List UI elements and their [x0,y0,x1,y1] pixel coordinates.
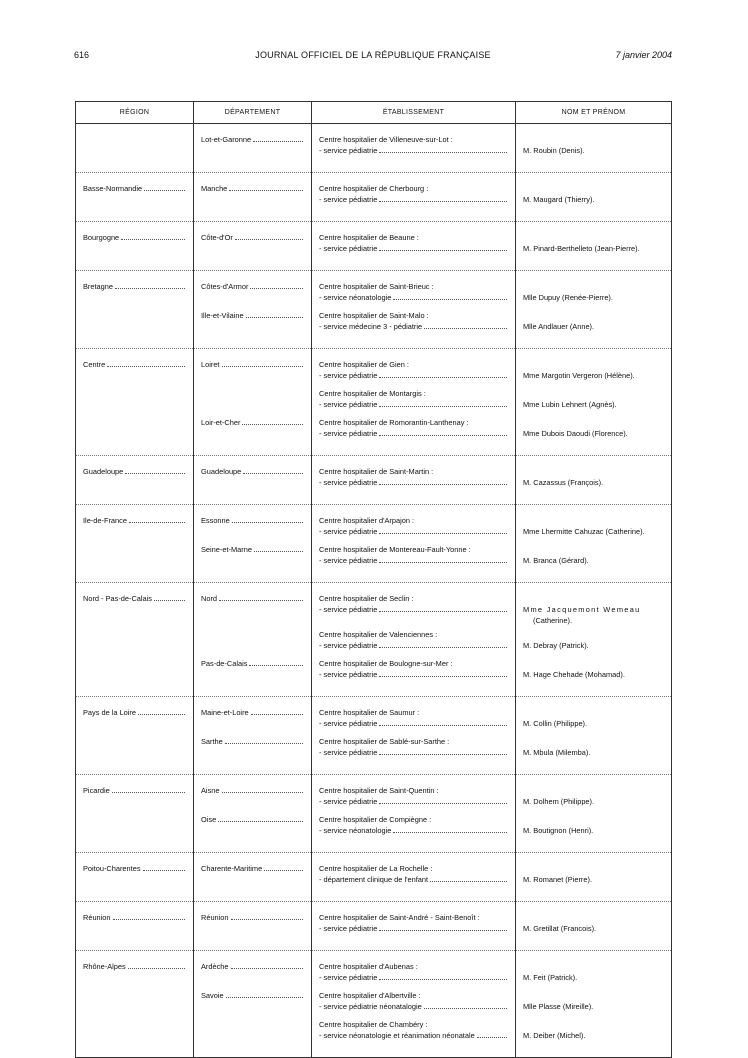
leader-dots [107,359,185,367]
table-row [76,505,672,583]
cell-etab [312,951,516,1058]
column-header-region: RÉGION [76,102,194,124]
page-header [74,50,672,66]
leader-dots [231,912,303,920]
person-name: Mme Dubois Daoudi (Florence). [523,429,628,438]
service-name: - service néonatologie et réanimation néonatale [319,1031,475,1040]
cell-nom [516,124,672,173]
person-name: Mme Margotin Vergeron (Hélène). [523,371,635,380]
service-name: - service pédiatrie [319,478,378,487]
leader-dots [393,292,507,300]
cell-region [76,505,194,583]
region-name: Rhône-Alpes [83,962,126,971]
departement-name: Maine-et-Loire [201,708,249,717]
leader-dots [379,747,507,755]
region-name: Guadeloupe [83,467,124,476]
cell-dep [194,222,312,271]
cell-etab [312,271,516,349]
person-name-continued: (Catherine). [533,616,573,625]
leader-dots [246,310,303,318]
cell-dep [194,124,312,173]
departement-name: Seine-et-Marne [201,545,252,554]
departement-name: Savoie [201,991,224,1000]
leader-dots [225,736,303,744]
cell-nom [516,222,672,271]
departement-name: Charente-Maritime [201,864,263,873]
cell-region [76,271,194,349]
service-name: - service pédiatrie [319,527,378,536]
etablissement-name: Centre hospitalier de Saint-Quentin : [319,786,439,795]
etablissement-name: Centre hospitalier de Saint-Malo : [319,311,429,320]
leader-dots [125,466,185,474]
etablissement-name: Centre hospitalier de Montargis : [319,389,426,398]
departement-name: Côtes-d'Armor [201,282,249,291]
cell-region [76,222,194,271]
etablissement-name: Centre hospitalier d'Albertville : [319,991,421,1000]
table-row [76,124,672,173]
etablissement-name: Centre hospitalier de Saumur : [319,708,420,717]
leader-dots [379,923,507,931]
table-row [76,951,672,1058]
departement-name: Ille-et-Vilaine [201,311,244,320]
region-name: Basse-Normandie [83,184,143,193]
departement-name: Nord [201,594,218,603]
person-name: M. Boutignon (Henri). [523,826,594,835]
person-name: Mme Lhermitte Cahuzac (Catherine). [523,527,645,536]
cell-nom [516,697,672,775]
cell-dep [194,951,312,1058]
table-row [76,583,672,697]
service-name: - service pédiatrie [319,797,378,806]
cell-dep [194,902,312,951]
cell-etab [312,697,516,775]
service-name: - département clinique de l'enfant [319,875,429,884]
leader-dots [113,912,185,920]
cell-etab [312,902,516,951]
table-row [76,775,672,853]
person-name: Mlle Plasse (Mireille). [523,1002,594,1011]
cell-etab [312,583,516,697]
leader-dots [379,555,507,563]
leader-dots [379,399,507,407]
etablissement-name: Centre hospitalier de Saint-Martin : [319,467,434,476]
cell-region [76,697,194,775]
departement-name: Essonne [201,516,230,525]
cell-nom [516,173,672,222]
leader-dots [379,145,507,153]
region-name: Bourgogne [83,233,120,242]
etablissement-name: Centre hospitalier de Romorantin-Lanthenay : [319,418,469,427]
cell-nom [516,853,672,902]
column-header-departement: DÉPARTEMENT [194,102,312,124]
service-name: - service pédiatrie [319,748,378,757]
table-row [76,222,672,271]
leader-dots [243,466,303,474]
leader-dots [379,526,507,534]
service-name: - service pédiatrie [319,973,378,982]
cell-nom [516,583,672,697]
leader-dots [379,370,507,378]
cell-nom [516,456,672,505]
cell-region [76,349,194,456]
leader-dots [144,183,185,191]
region-name: Poitou-Charentes [83,864,141,873]
leader-dots [424,1001,507,1009]
departement-name: Guadeloupe [201,467,242,476]
service-name: - service pédiatrie [319,556,378,565]
cell-region [76,583,194,697]
leader-dots [430,874,507,882]
leader-dots [477,1030,507,1038]
cell-etab [312,349,516,456]
leader-dots [379,428,507,436]
cell-nom [516,271,672,349]
departement-name: Loir-et-Cher [201,418,241,427]
cell-nom [516,951,672,1058]
person-name: M. Roubin (Denis). [523,146,585,155]
leader-dots [138,707,185,715]
person-name: Mlle Andlauer (Anne). [523,322,595,331]
leader-dots [128,961,185,969]
cell-dep [194,697,312,775]
leader-dots [251,707,303,715]
leader-dots [242,417,303,425]
service-name: - service pédiatrie [319,670,378,679]
leader-dots [231,961,303,969]
leader-dots [379,194,507,202]
leader-dots [219,593,303,601]
leader-dots [379,796,507,804]
leader-dots [222,359,304,367]
cell-etab [312,173,516,222]
etablissement-name: Centre hospitalier de Saint-Brieuc : [319,282,434,291]
cell-region [76,951,194,1058]
service-name: - service pédiatrie [319,641,378,650]
leader-dots [143,863,185,871]
cell-region [76,902,194,951]
cell-etab [312,853,516,902]
person-name: M. Deiber (Michel). [523,1031,586,1040]
person-name: M. Collin (Philippe). [523,719,588,728]
etablissement-name: Centre hospitalier de Villeneuve-sur-Lot : [319,135,453,144]
table-row [76,349,672,456]
page-number: 616 [74,50,90,60]
leader-dots [250,281,303,289]
person-name: Mme Jacquemont Wemeau [523,605,641,614]
person-name: Mlle Dupuy (Renée-Pierre). [523,293,613,302]
person-name: M. Pinard-Berthelleto (Jean-Pierre). [523,244,640,253]
etablissement-name: Centre hospitalier de La Rochelle : [319,864,433,873]
leader-dots [253,134,303,142]
table-row [76,456,672,505]
person-name: M. Branca (Gérard). [523,556,589,565]
cell-etab [312,456,516,505]
region-name: Pays de la Loire [83,708,136,717]
column-header-etablissement: ÉTABLISSEMENT [312,102,516,124]
service-name: - service pédiatrie [319,146,378,155]
cell-nom [516,902,672,951]
departement-name: Réunion [201,913,229,922]
cell-dep [194,349,312,456]
etablissement-name: Centre hospitalier de Cherbourg : [319,184,429,193]
cell-region [76,853,194,902]
etablissement-name: Centre hospitalier de Seclin : [319,594,414,603]
leader-dots [393,825,507,833]
departement-name: Oise [201,815,217,824]
person-name: M. Cazassus (François). [523,478,604,487]
cell-dep [194,853,312,902]
etablissement-name: Centre hospitalier de Montereau-Fault-Yonne : [319,545,471,554]
departement-name: Pas-de-Calais [201,659,248,668]
departement-name: Manche [201,184,228,193]
leader-dots [424,321,507,329]
region-name: Picardie [83,786,110,795]
journal-title: JOURNAL OFFICIEL DE LA RÉPUBLIQUE FRANÇAISE [255,50,491,60]
leader-dots [235,232,303,240]
cell-dep [194,173,312,222]
departement-name: Côte-d'Or [201,233,233,242]
service-name: - service pédiatrie [319,719,378,728]
leader-dots [379,669,507,677]
service-name: - service pédiatrie [319,371,378,380]
departement-name: Sarthe [201,737,223,746]
table-header-row [76,102,672,124]
cell-dep [194,271,312,349]
service-name: - service néonatologie [319,826,392,835]
cell-region [76,775,194,853]
cell-nom [516,505,672,583]
leader-dots [379,604,507,612]
departement-name: Ardèche [201,962,229,971]
person-name: M. Feit (Patrick). [523,973,578,982]
cell-etab [312,775,516,853]
leader-dots [112,785,185,793]
cell-nom [516,349,672,456]
etablissement-name: Centre hospitalier de Saint-André - Saint-Benoît : [319,913,480,922]
cell-nom [516,775,672,853]
person-name: M. Hage Chehade (Mohamad). [523,670,625,679]
service-name: - service pédiatrie [319,195,378,204]
leader-dots [232,515,303,523]
etablissement-name: Centre hospitalier d'Aubenas : [319,962,418,971]
region-name: Nord - Pas-de-Calais [83,594,153,603]
etablissement-name: Centre hospitalier de Boulogne-sur-Mer : [319,659,453,668]
publication-date: 7 janvier 2004 [615,50,672,60]
leader-dots [129,515,185,523]
departement-name: Aisne [201,786,220,795]
table-row [76,697,672,775]
leader-dots [222,785,304,793]
leader-dots [379,477,507,485]
cell-dep [194,775,312,853]
service-name: - service pédiatrie [319,605,378,614]
etablissement-name: Centre hospitalier de Compiègne : [319,815,432,824]
leader-dots [249,658,303,666]
person-name: M. Mbula (Milemba). [523,748,591,757]
cell-dep [194,583,312,697]
table-row [76,853,672,902]
service-name: - service pédiatrie [319,429,378,438]
service-name: - service pédiatrie [319,400,378,409]
departement-name: Loiret [201,360,220,369]
leader-dots [121,232,185,240]
leader-dots [226,990,303,998]
person-name: M. Gretillat (Francois). [523,924,597,933]
table-row [76,902,672,951]
region-name: Bretagne [83,282,113,291]
cell-region [76,173,194,222]
leader-dots [264,863,303,871]
cell-dep [194,505,312,583]
region-name: Centre [83,360,106,369]
leader-dots [115,281,185,289]
cell-etab [312,222,516,271]
person-name: M. Romanet (Pierre). [523,875,592,884]
leader-dots [379,972,507,980]
region-name: Ile-de-France [83,516,127,525]
service-name: - service médecine 3 - pédiatrie [319,322,423,331]
etablissement-name: Centre hospitalier de Chambéry : [319,1020,428,1029]
etablissement-name: Centre hospitalier de Valenciennes : [319,630,438,639]
table-row [76,271,672,349]
etablissement-name: Centre hospitalier d'Arpajon : [319,516,415,525]
person-name: M. Debray (Patrick). [523,641,589,650]
leader-dots [229,183,303,191]
etablissement-name: Centre hospitalier de Sablé-sur-Sarthe : [319,737,450,746]
cell-region [76,456,194,505]
leader-dots [218,814,303,822]
column-header-nom: NOM ET PRÉNOM [516,102,672,124]
leader-dots [379,718,507,726]
service-name: - service pédiatrie [319,924,378,933]
etablissement-name: Centre hospitalier de Gien : [319,360,409,369]
table-row [76,173,672,222]
leader-dots [379,243,507,251]
leader-dots [154,593,185,601]
etablissement-name: Centre hospitalier de Beaune : [319,233,419,242]
service-name: - service pédiatrie [319,244,378,253]
cell-etab [312,505,516,583]
departement-name: Lot-et-Garonne [201,135,252,144]
person-name: M. Dolhem (Philippe). [523,797,595,806]
person-name: Mme Lubin Lehnert (Agnès). [523,400,617,409]
appointments-table [75,101,672,1058]
leader-dots [254,544,303,552]
cell-region [76,124,194,173]
person-name: M. Maugard (Thierry). [523,195,595,204]
cell-etab [312,124,516,173]
cell-dep [194,456,312,505]
service-name: - service néonatologie [319,293,392,302]
service-name: - service pédiatrie néonatalogie [319,1002,422,1011]
region-name: Réunion [83,913,111,922]
leader-dots [379,640,507,648]
